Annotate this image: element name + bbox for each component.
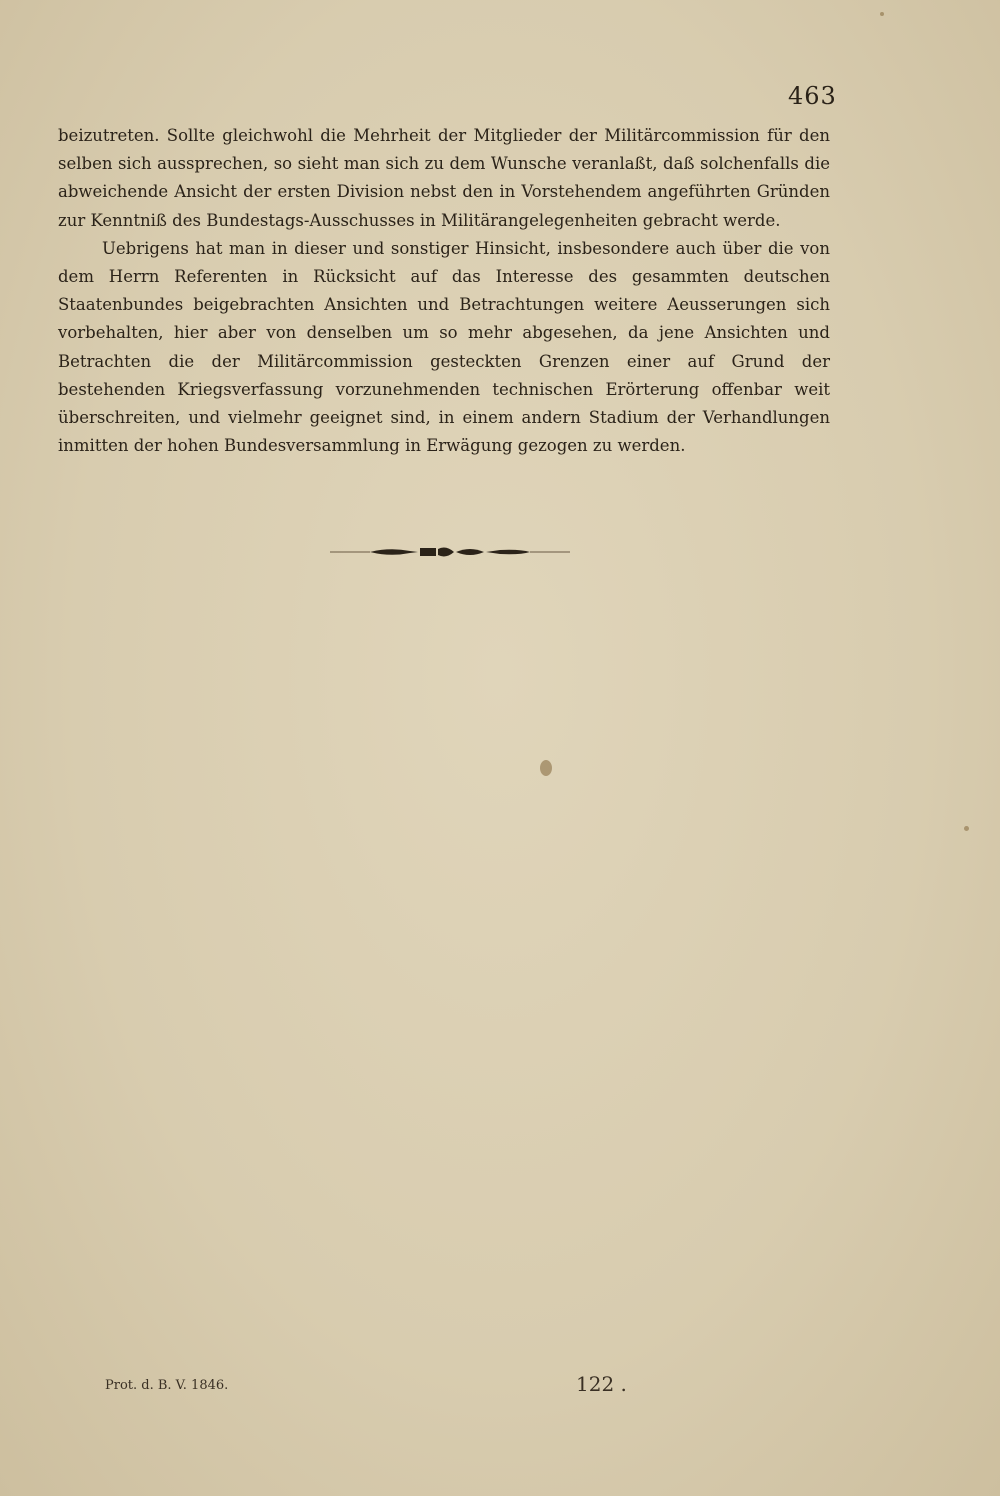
- paper-speck: [880, 12, 884, 16]
- ornament-divider-icon: [330, 541, 570, 563]
- paragraph-2: Uebrigens hat man in dieser und sonstiger Hinsicht, insbesondere auch über die von dem Herrn Referenten in Rücksicht auf das Interesse des gesammten deutschen Staatenbundes beigebrachten Ansichten und Betrachtungen weitere Aeusserungen sich vorbehalten, hier aber von denselben um so mehr abgesehen, da jene Ansichten und Betrachten die der Militärcommission gesteckten Grenzen einer auf Grund der bestehenden Kriegsverfassung vorzunehmenden technischen Erörterung offenbar weit überschreiten, und vielmehr geeignet sind, in einem andern Stadium der Verhandlungen inmitten der hohen Bundesversammlung in Erwägung gezogen zu werden.: [58, 238, 830, 456]
- body-text: [58, 122, 830, 460]
- footer-signature: Prot. d. B. V. 1846.: [105, 1378, 229, 1393]
- sheet-number: 122 .: [576, 1372, 627, 1396]
- paper-speck: [964, 826, 969, 831]
- page-number: 463: [788, 82, 837, 110]
- paragraph-1: beizutreten. Sollte gleichwohl die Mehrheit der Mitglieder der Militärcommission für den selben sich aussprechen, so sieht man sich zu dem Wunsche veranlaßt, daß solchenfalls die abweichende Ansicht der ersten Division nebst den in Vorstehendem angeführten Gründen zur Kenntniß des Bundestags-Ausschusses in Militärangelegenheiten gebracht werde.: [58, 126, 830, 230]
- paper-stain: [540, 760, 552, 776]
